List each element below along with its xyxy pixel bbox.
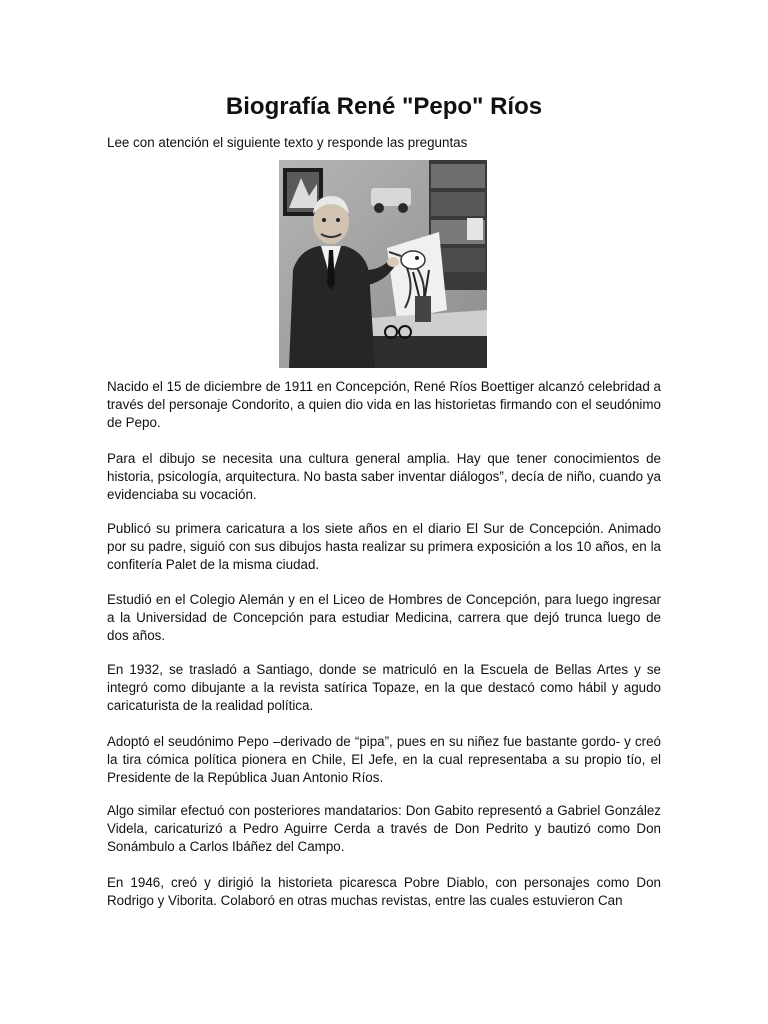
paragraph-5: En 1932, se trasladó a Santiago, donde se matriculó en la Escuela de Bellas Artes y se integró como dibujante a la revista satírica Topaze, en la que destacó como hábil y agudo caricaturista de la realidad política. (107, 662, 661, 713)
instruction-text: Lee con atención el siguiente texto y responde las preguntas (107, 135, 468, 150)
paragraph-7: Algo similar efectuó con posteriores mandatarios: Don Gabito representó a Gabriel González Videla, caricaturizó a Pedro Aguirre Cerda a través de Don Pedrito y bautizó como Don Sonámbulo a Carlos Ibáñez del Campo. (107, 803, 661, 854)
paragraph-8: En 1946, creó y dirigió la historieta picaresca Pobre Diablo, con personajes como Don Rodrigo y Viborita. Colaboró en otras muchas revistas, entre las cuales estuvieron Can (107, 875, 661, 908)
portrait-photo (279, 160, 487, 368)
paragraph-1: Nacido el 15 de diciembre de 1911 en Concepción, René Ríos Boettiger alcanzó celebridad a través del personaje Condorito, a quien dio vida en las historietas firmando con el seudónimo de Pepo. (107, 379, 661, 430)
paragraph-3: Publicó su primera caricatura a los siete años en el diario El Sur de Concepción. Animado por su padre, siguió con sus dibujos hasta realizar su primera exposición a los 10 años, en la confitería Palet de la misma ciudad. (107, 521, 661, 572)
document-title: Biografía René "Pepo" Ríos (225, 93, 543, 120)
paragraph-6: Adoptó el seudónimo Pepo –derivado de “pipa”, pues en su niñez fue bastante gordo- y creó la tira cómica política pionera en Chile, El Jefe, en la cual representaba a su propio tío, el Presidente de la República Juan Antonio Ríos. (107, 734, 661, 785)
paragraph-2: Para el dibujo se necesita una cultura general amplia. Hay que tener conocimientos de historia, psicología, arquitectura. No basta saber inventar diálogos”, decía de niño, cuando ya evidenciaba su vocación. (107, 451, 661, 502)
paragraph-4: Estudió en el Colegio Alemán y en el Liceo de Hombres de Concepción, para luego ingresar a la Universidad de Concepción para estudiar Medicina, carrera que dejó trunca luego de dos años. (107, 592, 661, 643)
